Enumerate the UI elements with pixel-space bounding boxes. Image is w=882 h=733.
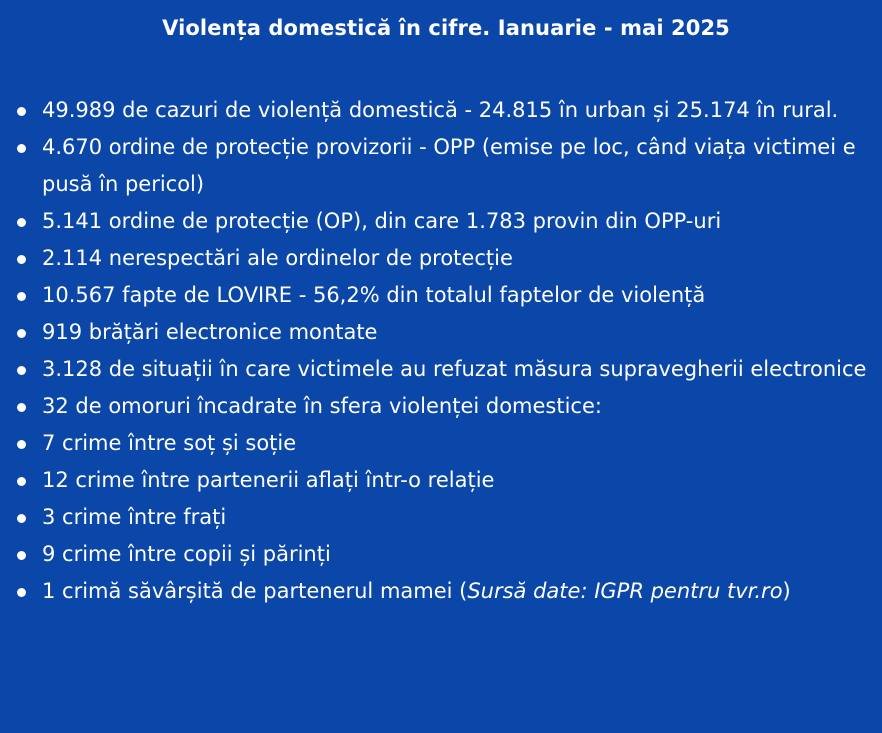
list-item — [14, 203, 868, 240]
bullet-icon — [17, 107, 26, 116]
bullet-icon — [17, 440, 26, 449]
bullet-icon — [17, 366, 26, 375]
list-item — [14, 240, 868, 277]
list-item — [14, 277, 868, 314]
bullet-icon — [17, 477, 26, 486]
fact-text: 12 crime între partenerii aflați într-o relație — [42, 468, 495, 492]
fact-text: 3 crime între frați — [42, 505, 227, 529]
fact-text: 919 brățări electronice montate — [42, 320, 378, 344]
list-item — [14, 425, 868, 462]
bullet-icon — [17, 514, 26, 523]
fact-text: 4.670 ordine de protecție provizorii - OPP (emise pe loc, când viața victimei e pusă în pericol) — [42, 135, 856, 196]
list-item — [14, 351, 868, 388]
closing-paren: ) — [782, 579, 791, 603]
fact-text: 2.114 nerespectări ale ordinelor de protecție — [42, 246, 513, 270]
fact-text: 5.141 ordine de protecție (OP), din care 1.783 provin din OPP-uri — [42, 209, 722, 233]
fact-text: 9 crime între copii și părinți — [42, 542, 331, 566]
bullet-icon — [17, 551, 26, 560]
list-item — [14, 314, 868, 351]
list-item — [14, 536, 868, 573]
bullet-icon — [17, 218, 26, 227]
fact-text-main: 1 crimă săvârșită de partenerul mamei ( — [42, 579, 468, 603]
bullet-icon — [17, 588, 26, 597]
list-item — [14, 499, 868, 536]
bullet-icon — [17, 292, 26, 301]
list-item-last — [14, 573, 868, 610]
fact-text: 32 de omoruri încadrate în sfera violenței domestice: — [42, 394, 602, 418]
facts-list — [14, 92, 868, 610]
list-item — [14, 388, 868, 425]
source-note: Sursă date: IGPR pentru tvr.ro — [467, 579, 783, 603]
page-title: Violența domestică în cifre. Ianuarie - mai 2025 — [162, 16, 730, 40]
fact-text: 49.989 de cazuri de violență domestică - 24.815 în urban și 25.174 în rural. — [42, 98, 839, 122]
fact-text: 10.567 fapte de LOVIRE - 56,2% din totalul faptelor de violență — [42, 283, 706, 307]
bullet-icon — [17, 255, 26, 264]
fact-text — [42, 579, 791, 603]
bullet-icon — [17, 403, 26, 412]
list-item — [14, 462, 868, 499]
bullet-icon — [17, 144, 26, 153]
fact-text: 7 crime între soț și soție — [42, 431, 297, 455]
list-item — [14, 129, 868, 203]
bullet-icon — [17, 329, 26, 338]
list-item — [14, 92, 868, 129]
fact-text: 3.128 de situații în care victimele au refuzat măsura supravegherii electronice — [42, 357, 867, 381]
